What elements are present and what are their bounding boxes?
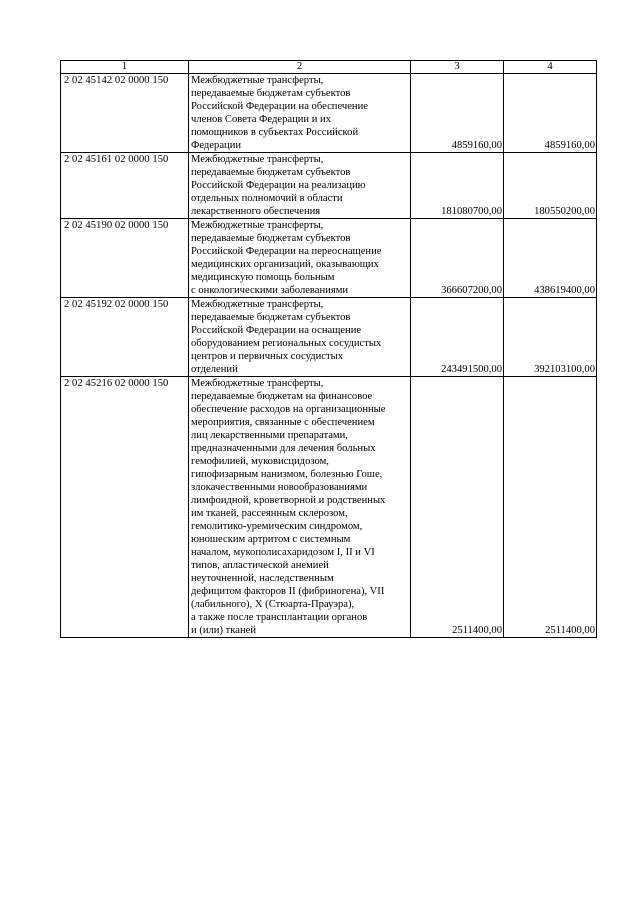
- budget-table: [60, 60, 597, 638]
- description-cell: Межбюджетные трансферты, передаваемые бюджетам на финансовое обеспечение расходов на организационные мероприятия, связанные с обеспечением лиц лекарственными препаратами, предназначенными для лечения больных гемофилией, муковисцидозом, гипофизарным нанизмом, болезнью Гоше, злокачественными новообразованиями лимфоидной, кроветворной и родственных им тканей, рассеянным склерозом, гемолитико-уремическим синдромом, юношеским артритом с системным началом, мукополисахаридозом I, II и VI типов, апластической анемией неуточненной, наследственным дефицитом факторов II (фибриногена), VII (лабильного), X (Стюарта-Прауэра), а также после трансплантации органов и (или) тканей: [189, 377, 411, 638]
- amount-col3-cell: 181080700,00: [411, 153, 504, 219]
- table-row: [61, 74, 597, 153]
- amount-col3-cell: 243491500,00: [411, 298, 504, 377]
- table-row: [61, 153, 597, 219]
- amount-col4-cell: 2511400,00: [504, 377, 597, 638]
- description-cell: Межбюджетные трансферты, передаваемые бюджетам субъектов Российской Федерации на переоснащение медицинских организаций, оказывающих медицинскую помощь больным с онкологическими заболеваниями: [189, 219, 411, 298]
- amount-col4-cell: 438619400,00: [504, 219, 597, 298]
- header-cell-2: 2: [189, 61, 411, 74]
- amount-col3-cell: 4859160,00: [411, 74, 504, 153]
- budget-code-cell: 2 02 45192 02 0000 150: [61, 298, 189, 377]
- budget-code-cell: 2 02 45216 02 0000 150: [61, 377, 189, 638]
- header-cell-3: 3: [411, 61, 504, 74]
- description-cell: Межбюджетные трансферты, передаваемые бюджетам субъектов Российской Федерации на оснащение оборудованием региональных сосудистых центров и первичных сосудистых отделений: [189, 298, 411, 377]
- amount-col3-cell: 2511400,00: [411, 377, 504, 638]
- description-cell: Межбюджетные трансферты, передаваемые бюджетам субъектов Российской Федерации на реализацию отдельных полномочий в области лекарственного обеспечения: [189, 153, 411, 219]
- table-row: [61, 298, 597, 377]
- budget-code-cell: 2 02 45190 02 0000 150: [61, 219, 189, 298]
- description-cell: Межбюджетные трансферты, передаваемые бюджетам субъектов Российской Федерации на обеспечение членов Совета Федерации и их помощников в субъектах Российской Федерации: [189, 74, 411, 153]
- amount-col3-cell: 366607200,00: [411, 219, 504, 298]
- amount-col4-cell: 4859160,00: [504, 74, 597, 153]
- table-row: [61, 219, 597, 298]
- amount-col4-cell: 180550200,00: [504, 153, 597, 219]
- budget-code-cell: 2 02 45142 02 0000 150: [61, 74, 189, 153]
- table-row: [61, 377, 597, 638]
- amount-col4-cell: 392103100,00: [504, 298, 597, 377]
- table-header-row: [61, 61, 597, 74]
- budget-code-cell: 2 02 45161 02 0000 150: [61, 153, 189, 219]
- header-cell-4: 4: [504, 61, 597, 74]
- header-cell-1: 1: [61, 61, 189, 74]
